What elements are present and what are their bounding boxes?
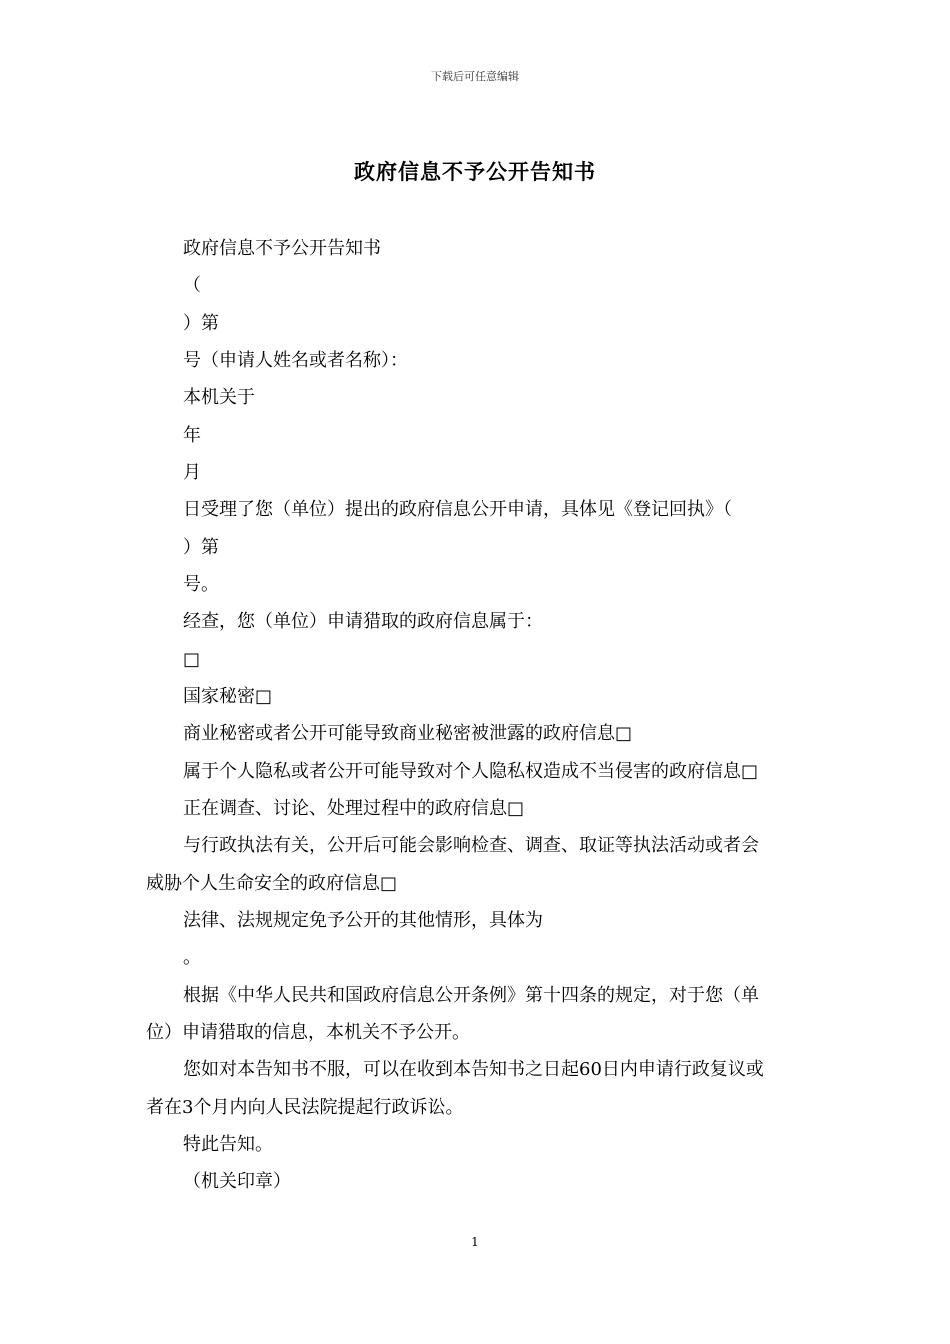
- body-line: ）第: [183, 537, 219, 558]
- checkbox-symbol: □: [183, 649, 201, 670]
- page-number: 1: [471, 1235, 479, 1249]
- body-line: 根据《中华人民共和国政府信息公开条例》第十四条的规定，对于您（单: [183, 985, 759, 1006]
- body-line: 日受理了您（单位）提出的政府信息公开申请，具体见《登记回执》（: [183, 499, 732, 520]
- body-line: 政府信息不予公开告知书: [183, 238, 381, 259]
- body-line: ）第: [183, 313, 219, 334]
- option-line: 商业秘密或者公开可能导致商业秘密被泄露的政府信息□: [183, 723, 633, 744]
- body-line: （: [183, 275, 201, 296]
- body-line: 。: [183, 947, 201, 968]
- closing-line: 特此告知。: [183, 1134, 273, 1155]
- body-line: 号。: [183, 574, 219, 595]
- seal-line: （机关印章）: [183, 1171, 291, 1192]
- document-title: 政府信息不予公开告知书: [354, 159, 596, 184]
- option-line: 威胁个人生命安全的政府信息□: [146, 873, 398, 894]
- page-header: 下载后可任意编辑: [431, 70, 519, 83]
- body-line: 号（申请人姓名或者名称）：: [183, 350, 408, 371]
- option-line: 国家秘密□: [183, 686, 273, 707]
- body-line: 本机关于: [183, 387, 255, 408]
- body-line: 月: [183, 462, 201, 483]
- option-line: 属于个人隐私或者公开可能导致对个人隐私权造成不当侵害的政府信息□: [183, 761, 759, 782]
- body-line: 位）申请猎取的信息，本机关不予公开。: [146, 1022, 470, 1043]
- body-line: 者在3个月内向人民法院提起行政诉讼。: [146, 1097, 464, 1118]
- body-line: 您如对本告知书不服，可以在收到本告知书之日起60日内申请行政复议或: [183, 1059, 764, 1080]
- option-line: 正在调查、讨论、处理过程中的政府信息□: [183, 798, 525, 819]
- option-line: 与行政执法有关，公开后可能会影响检查、调查、取证等执法活动或者会: [183, 835, 759, 856]
- option-line: 法律、法规规定免予公开的其他情形，具体为: [183, 910, 543, 931]
- body-line: 经查，您（单位）申请猎取的政府信息属于：: [183, 611, 543, 632]
- body-line: 年: [183, 425, 201, 446]
